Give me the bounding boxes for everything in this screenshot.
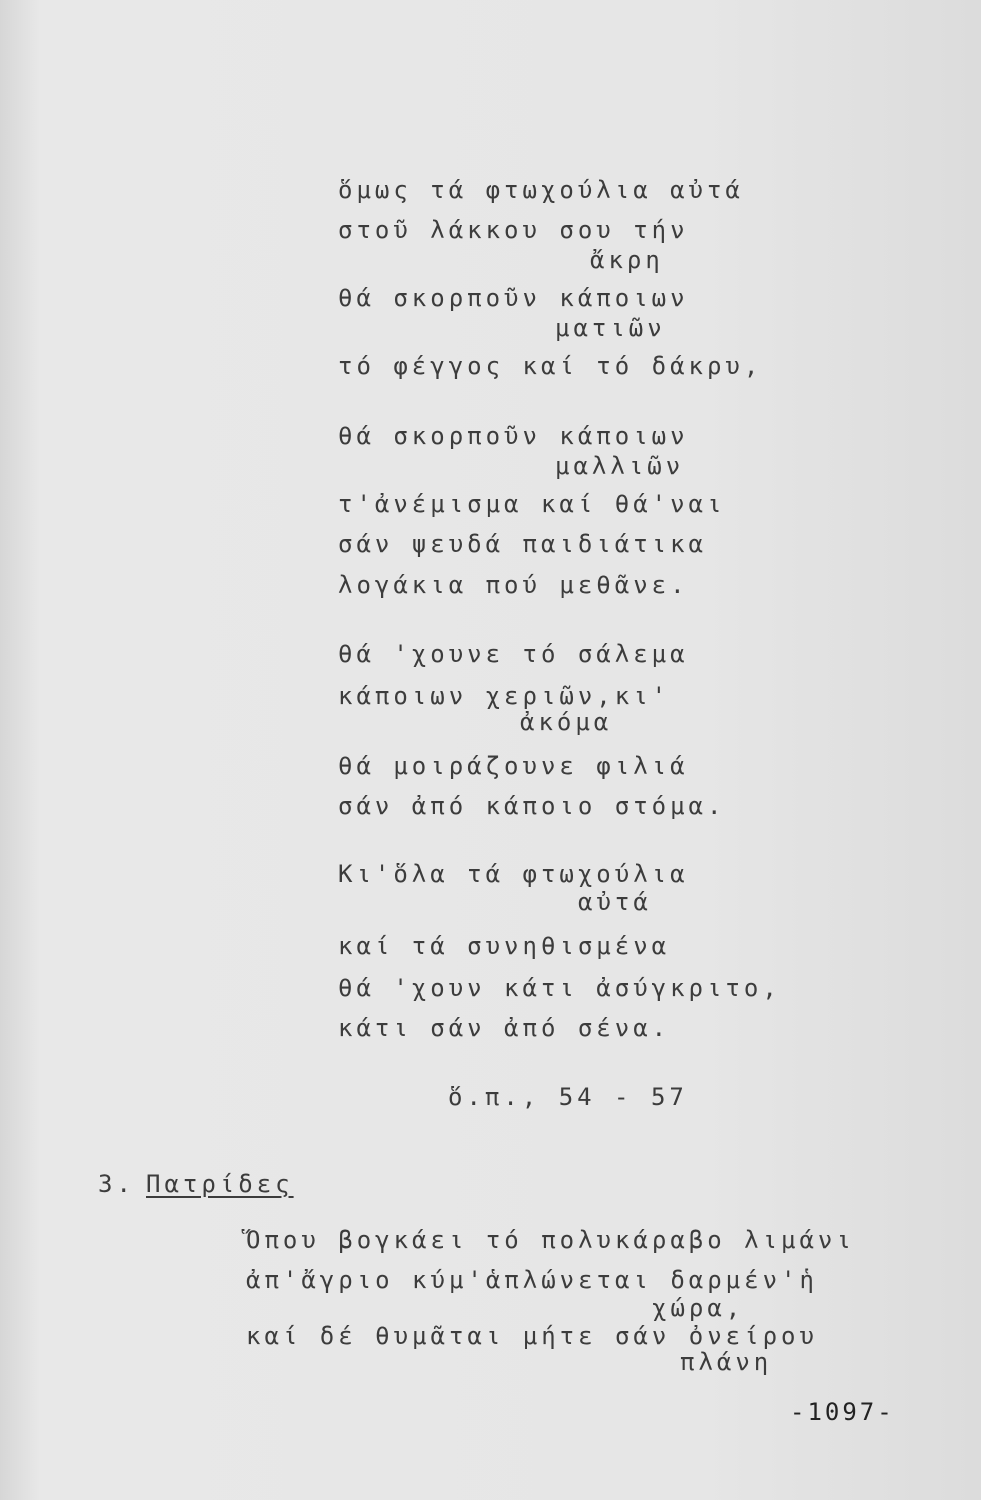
poem-line: τό φέγγος καί τό δάκρυ, (338, 352, 763, 380)
poem-line: θά 'χουνε τό σάλεμα (338, 640, 689, 668)
poem-line: θά μοιράζουνε φιλιά (338, 752, 689, 780)
poem-line: χώρα, (652, 1294, 745, 1322)
poem-line: σάν ψευδά παιδιάτικα (338, 530, 707, 558)
poem-line: ματιῶν (555, 314, 666, 342)
poem-line: πλάνη (680, 1348, 773, 1376)
poem-line: αὐτά (578, 888, 652, 916)
poem-line: θά σκορποῦν κάποιων (338, 284, 689, 312)
poem-line: καί τά συνηθισμένα (338, 932, 671, 960)
poem-line: ἀκόμα (520, 708, 613, 736)
poem-line: θά 'χουν κάτι ἀσύγκριτο, (338, 974, 781, 1002)
poem-line: Ὅπου βογκάει τό πολυκάραβο λιμάνι (246, 1226, 855, 1254)
poem-line: ὅμως τά φτωχούλια αὐτά (338, 176, 744, 204)
poem-line: στοῦ λάκκου σου τήν (338, 216, 689, 244)
poem-line: καί δέ θυμᾶται μήτε σάν ὀνείρου (246, 1322, 818, 1350)
poem-line: κάποιων χεριῶν,κι' (338, 682, 671, 710)
section-number: 3. (98, 1170, 135, 1198)
section-heading: Πατρίδες (146, 1170, 294, 1198)
page-number: -1097- (790, 1398, 895, 1426)
citation: ὅ.π., 54 - 57 (448, 1083, 688, 1111)
poem-line: τ'ἀνέμισμα καί θά'ναι (338, 490, 726, 518)
poem-line: θά σκορποῦν κάποιων (338, 422, 689, 450)
poem-line: Κι'ὅλα τά φτωχούλια (338, 860, 689, 888)
poem-line: σάν ἀπό κάποιο στόμα. (338, 792, 726, 820)
poem-line: ἀπ'ἄγριο κύμ'ἁπλώνεται δαρμέν'ἡ (246, 1266, 818, 1294)
poem-line: ἄκρη (590, 246, 664, 274)
poem-line: λογάκια πού μεθᾶνε. (338, 571, 689, 599)
poem-line: κάτι σάν ἀπό σένα. (338, 1014, 671, 1042)
poem-line: μαλλιῶν (555, 452, 685, 480)
